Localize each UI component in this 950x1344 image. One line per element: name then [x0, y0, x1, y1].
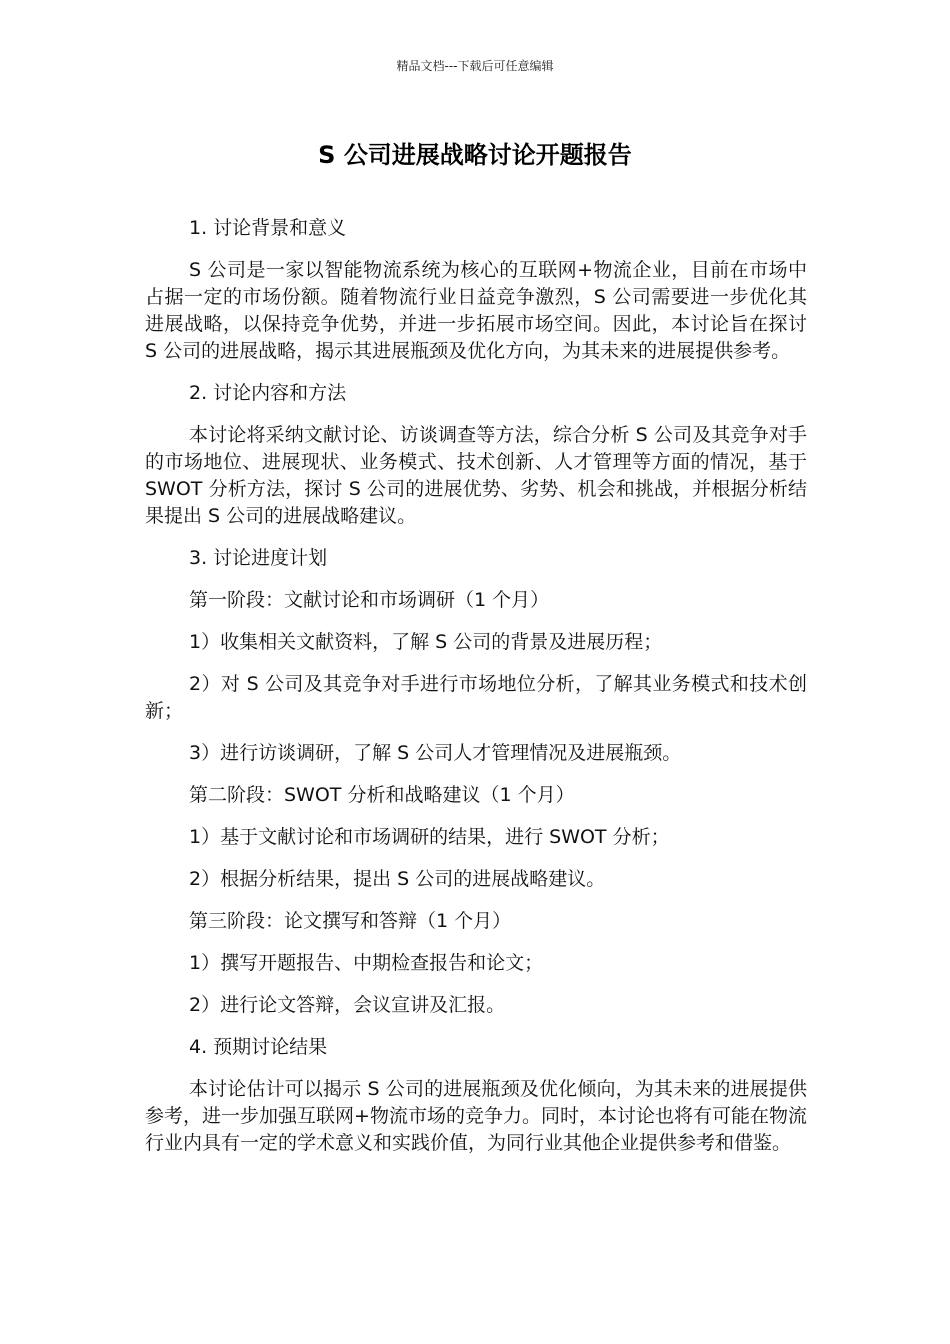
document-body: [145, 215, 807, 1172]
paragraph-background: S 公司是一家以智能物流系统为核心的互联网+物流企业，目前在市场中占据一定的市场份额。随着物流行业日益竞争激烈，S 公司需要进一步优化其进展战略，以保持竞争优势，并进一步拓展市场空间。因此，本讨论旨在探讨 S 公司的进展战略，揭示其进展瓶颈及优化方向，为其未来的进展提供参考。: [145, 259, 807, 362]
section-heading-background: 1. 讨论背景和意义: [189, 217, 347, 239]
section-heading-content-method: 2. 讨论内容和方法: [189, 382, 347, 404]
paragraph-expected-results: 本讨论估计可以揭示 S 公司的进展瓶颈及优化倾向，为其未来的进展提供参考，进一步加强互联网+物流市场的竞争力。同时，本讨论也将有可能在物流行业内具有一定的学术意义和实践价值，为同行业其他企业提供参考和借鉴。: [145, 1078, 807, 1154]
stage-two-title: 第二阶段：SWOT 分析和战略建议（1 个月）: [189, 784, 575, 806]
stage-two-item: 1）基于文献讨论和市场调研的结果，进行 SWOT 分析；: [189, 826, 670, 848]
stage-three-title: 第三阶段：论文撰写和答辩（1 个月）: [189, 910, 512, 932]
stage-two-item: 2）根据分析结果，提出 S 公司的进展战略建议。: [189, 868, 606, 890]
section-heading-schedule: 3. 讨论进度计划: [189, 547, 328, 569]
stage-three-item: 2）进行论文答辩，会议宣讲及汇报。: [189, 994, 506, 1016]
stage-one-item: 1）收集相关文献资料，了解 S 公司的背景及进展历程；: [189, 631, 663, 653]
document-title: S 公司进展战略讨论开题报告: [318, 141, 632, 169]
section-heading-expected-results: 4. 预期讨论结果: [189, 1036, 328, 1058]
running-header: 精品文档---下载后可任意编辑: [396, 59, 554, 73]
stage-one-item: 3）进行访谈调研，了解 S 公司人才管理情况及进展瓶颈。: [189, 742, 682, 764]
stage-one-title: 第一阶段：文献讨论和市场调研（1 个月）: [189, 589, 550, 611]
stage-three-item: 1）撰写开题报告、中期检查报告和论文；: [189, 952, 544, 974]
stage-one-item: 2）对 S 公司及其竞争对手进行市场地位分析，了解其业务模式和技术创新；: [145, 673, 807, 722]
paragraph-content-method: 本讨论将采纳文献讨论、访谈调查等方法，综合分析 S 公司及其竞争对手的市场地位、进展现状、业务模式、技术创新、人才管理等方面的情况，基于 SWOT 分析方法，探讨 S 公司的进展优势、劣势、机会和挑战，并根据分析结果提出 S 公司的进展战略建议。: [145, 424, 807, 527]
